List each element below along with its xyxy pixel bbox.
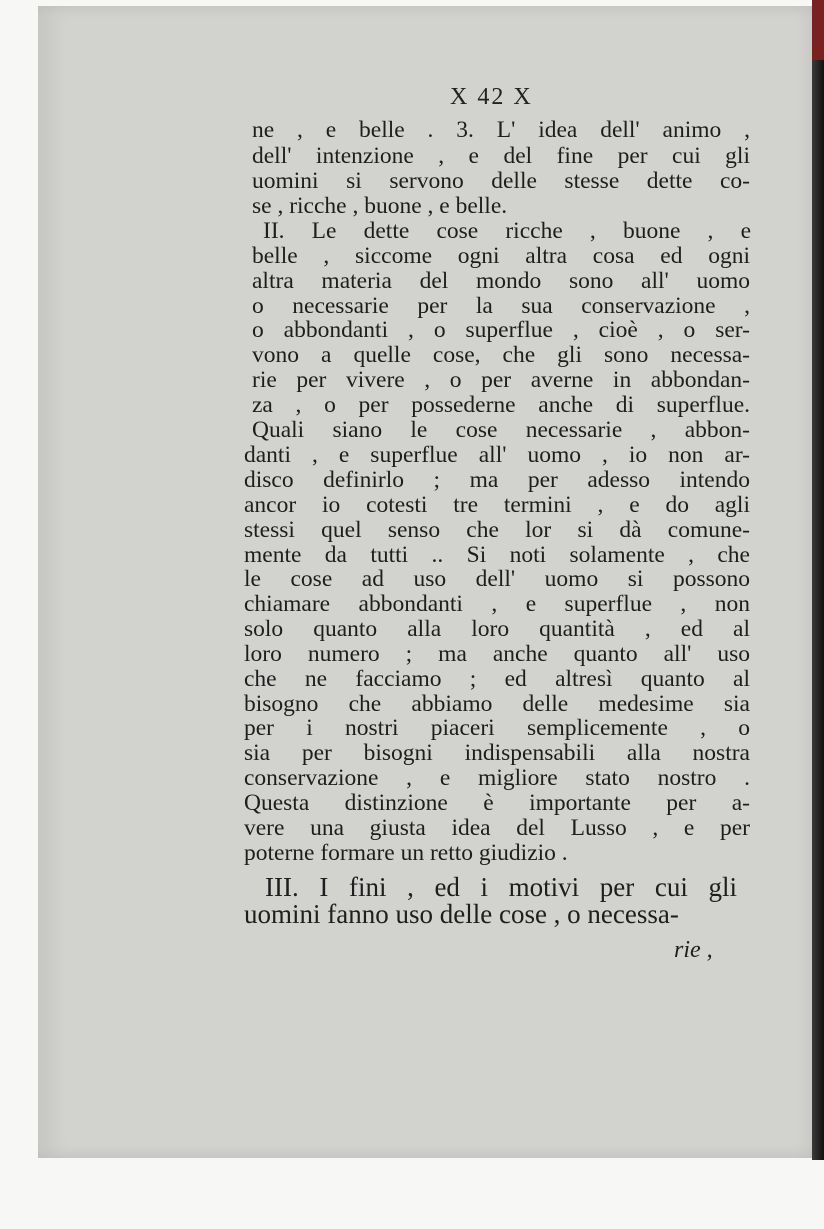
running-head: X 42 X bbox=[450, 84, 533, 110]
text-line: III. I fini , ed i motivi per cui gli bbox=[265, 872, 737, 902]
text-line: uomini si servono delle stesse dette co- bbox=[252, 168, 750, 194]
text-line: altra materia del mondo sono all' uomo bbox=[252, 268, 750, 294]
book-edge bbox=[812, 0, 824, 1160]
text-line: dell' intenzione , e del fine per cui gli bbox=[252, 143, 750, 169]
text-line: le cose ad uso dell' uomo si possono bbox=[244, 566, 750, 592]
text-line: loro numero ; ma anche quanto all' uso bbox=[244, 641, 750, 667]
text-line: o necessarie per la sua conservazione , bbox=[252, 293, 750, 319]
text-line: II. Le dette cose ricche , buone , e bbox=[263, 218, 751, 244]
text-line: belle , siccome ogni altra cosa ed ogni bbox=[252, 243, 750, 269]
text-line: stessi quel senso che lor si dà comune- bbox=[244, 517, 750, 543]
text-line: chiamare abbondanti , e superflue , non bbox=[244, 591, 750, 617]
text-line: poterne formare un retto giudizio . bbox=[244, 840, 568, 866]
text-line: vono a quelle cose, che gli sono necessa- bbox=[252, 342, 750, 368]
text-line: uomini fanno uso delle cose , o necessa- bbox=[244, 899, 679, 929]
text-line: vere una giusta idea del Lusso , e per bbox=[244, 815, 750, 841]
text-line: danti , e superflue all' uomo , io non ar- bbox=[244, 442, 750, 468]
text-line: ne , e belle . 3. L' idea dell' animo , bbox=[252, 117, 750, 143]
text-line: za , o per possederne anche di superflue. bbox=[252, 392, 750, 418]
text-line: conservazione , e migliore stato nostro . bbox=[244, 765, 750, 791]
text-line: che ne facciamo ; ed altresì quanto al bbox=[244, 666, 750, 692]
text-line: mente da tutti .. Si noti solamente , che bbox=[244, 542, 750, 568]
catchword: rie , bbox=[674, 937, 713, 963]
text-line: se , ricche , buone , e belle. bbox=[252, 193, 508, 219]
text-line: Quali siano le cose necessarie , abbon- bbox=[252, 417, 750, 443]
text-line: Questa distinzione è importante per a- bbox=[244, 790, 750, 816]
text-line: bisogno che abbiamo delle medesime sia bbox=[244, 691, 750, 717]
text-line: sia per bisogni indispensabili alla nostra bbox=[244, 740, 750, 766]
text-line: rie per vivere , o per averne in abbondan- bbox=[252, 367, 750, 393]
text-line: disco definirlo ; ma per adesso intendo bbox=[244, 467, 750, 493]
text-line: ancor io cotesti tre termini , e do agli bbox=[244, 492, 750, 518]
book-edge-top bbox=[812, 0, 824, 60]
text-line: per i nostri piaceri semplicemente , o bbox=[244, 715, 750, 741]
text-line: o abbondanti , o superflue , cioè , o ser- bbox=[252, 317, 750, 343]
text-line: solo quanto alla loro quantità , ed al bbox=[244, 616, 750, 642]
